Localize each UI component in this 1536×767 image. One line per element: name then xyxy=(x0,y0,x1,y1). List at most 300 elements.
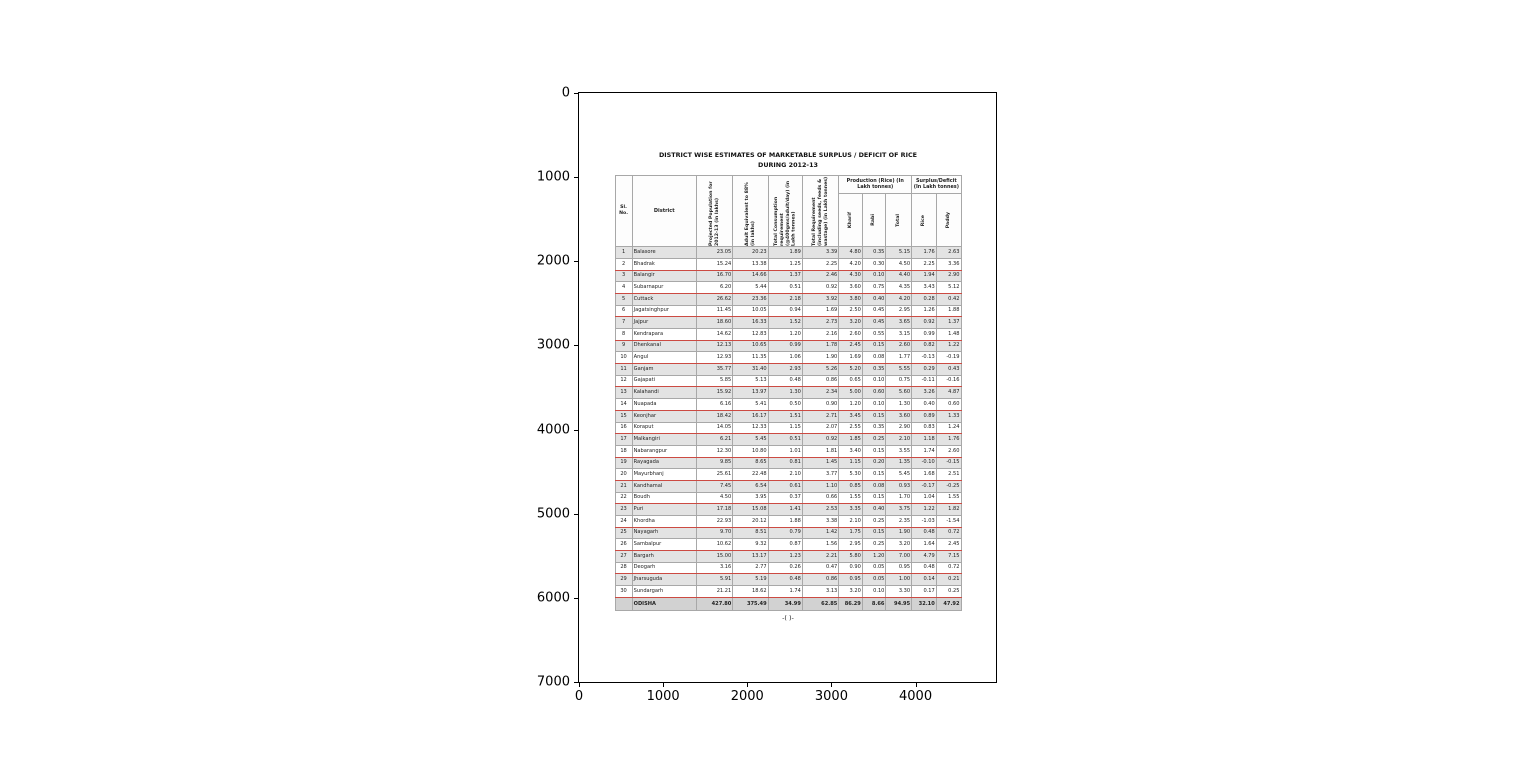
header-surplus-group: Surplus/Deficit (In Lakh tonnes) xyxy=(912,176,961,194)
district-cell: Balasore xyxy=(632,247,696,259)
value-cell: -0.10 xyxy=(912,457,937,469)
district-cell: Angul xyxy=(632,352,696,364)
value-cell: 0.48 xyxy=(912,527,937,539)
value-cell: 5.55 xyxy=(886,364,912,376)
y-tick-label: 1000 xyxy=(536,169,570,185)
value-cell: 0.10 xyxy=(862,270,886,282)
total-value-cell: 86.29 xyxy=(839,597,863,610)
value-cell: 4.20 xyxy=(839,258,863,270)
value-cell: 1.30 xyxy=(768,387,802,399)
value-cell: 5.44 xyxy=(733,282,768,294)
value-cell: 1.55 xyxy=(936,492,961,504)
y-tick-label: 7000 xyxy=(536,674,570,690)
header-sl-no: Sl. No. xyxy=(615,176,632,247)
value-cell: 1.35 xyxy=(886,457,912,469)
district-cell: Sambalpur xyxy=(632,539,696,551)
value-cell: -0.16 xyxy=(936,375,961,387)
value-cell: 0.72 xyxy=(936,562,961,574)
value-cell: 3.15 xyxy=(886,329,912,341)
value-cell: 3.60 xyxy=(839,282,863,294)
header-production-group: Production (Rice) (In Lakh tonnes) xyxy=(839,176,912,194)
value-cell: 0.29 xyxy=(912,364,937,376)
value-cell: 3 xyxy=(615,270,632,282)
total-value-cell: 62.85 xyxy=(802,597,838,610)
total-value-cell: 34.99 xyxy=(768,597,802,610)
value-cell: 31.40 xyxy=(733,364,768,376)
y-tick-mark xyxy=(574,177,579,178)
value-cell: 2.10 xyxy=(839,516,863,528)
value-cell: 1.90 xyxy=(886,527,912,539)
value-cell: 2.60 xyxy=(886,340,912,352)
value-cell: -0.25 xyxy=(936,480,961,492)
value-cell: 0.61 xyxy=(768,480,802,492)
value-cell: 25 xyxy=(615,527,632,539)
value-cell: 5.60 xyxy=(886,387,912,399)
value-cell: -0.19 xyxy=(936,352,961,364)
value-cell: 21.21 xyxy=(696,586,732,598)
value-cell: 3.38 xyxy=(802,516,838,528)
value-cell: 2 xyxy=(615,258,632,270)
value-cell: 0.92 xyxy=(802,282,838,294)
district-cell: Khordha xyxy=(632,516,696,528)
value-cell: 10.65 xyxy=(733,340,768,352)
value-cell: 9.85 xyxy=(696,457,732,469)
district-cell: Rayagada xyxy=(632,457,696,469)
value-cell: 22.48 xyxy=(733,469,768,481)
value-cell: 1.30 xyxy=(886,399,912,411)
value-cell: 5.45 xyxy=(886,469,912,481)
value-cell: 1.22 xyxy=(936,340,961,352)
value-cell: 0.05 xyxy=(862,562,886,574)
value-cell: 0.95 xyxy=(839,574,863,586)
value-cell: 1.26 xyxy=(912,305,937,317)
value-cell: 4.20 xyxy=(886,293,912,305)
value-cell: 1.33 xyxy=(936,410,961,422)
value-cell: 5.45 xyxy=(733,434,768,446)
value-cell: 12 xyxy=(615,375,632,387)
district-cell: Jajpur xyxy=(632,317,696,329)
table-row xyxy=(615,574,961,586)
table-row xyxy=(615,539,961,551)
table-header xyxy=(615,176,961,247)
value-cell: 0.40 xyxy=(912,399,937,411)
table-row xyxy=(615,480,961,492)
value-cell: 3.39 xyxy=(802,247,838,259)
value-cell: 2.10 xyxy=(886,434,912,446)
value-cell: 0.08 xyxy=(862,480,886,492)
y-tick-label: 0 xyxy=(561,85,570,101)
scanned-document xyxy=(611,151,965,622)
value-cell: 0.15 xyxy=(862,527,886,539)
value-cell: 1.45 xyxy=(802,457,838,469)
value-cell: 8.51 xyxy=(733,527,768,539)
value-cell: 0.99 xyxy=(768,340,802,352)
value-cell: 35.77 xyxy=(696,364,732,376)
value-cell: 16 xyxy=(615,422,632,434)
value-cell: 0.82 xyxy=(912,340,937,352)
x-tick-label: 0 xyxy=(574,689,584,704)
value-cell: 1.15 xyxy=(768,422,802,434)
district-cell: Nayagarh xyxy=(632,527,696,539)
value-cell: 27 xyxy=(615,551,632,563)
value-cell: 3.26 xyxy=(912,387,937,399)
value-cell: 0.90 xyxy=(839,562,863,574)
value-cell: 1.69 xyxy=(802,305,838,317)
value-cell: 2.18 xyxy=(768,293,802,305)
value-cell: 0.60 xyxy=(936,399,961,411)
value-cell: 3.60 xyxy=(886,410,912,422)
value-cell: 1.90 xyxy=(802,352,838,364)
x-tick-mark xyxy=(579,682,580,687)
value-cell: 1.41 xyxy=(768,504,802,516)
value-cell: 29 xyxy=(615,574,632,586)
value-cell: 1.20 xyxy=(839,399,863,411)
district-cell: Ganjam xyxy=(632,364,696,376)
district-cell: Bargarh xyxy=(632,551,696,563)
value-cell: 18.62 xyxy=(733,586,768,598)
value-cell: 2.60 xyxy=(839,329,863,341)
value-cell: 13 xyxy=(615,387,632,399)
value-cell: 0.99 xyxy=(912,329,937,341)
value-cell: 1.06 xyxy=(768,352,802,364)
value-cell: 4.50 xyxy=(696,492,732,504)
value-cell: 6.54 xyxy=(733,480,768,492)
y-tick-label: 6000 xyxy=(536,590,570,606)
value-cell: 8.65 xyxy=(733,457,768,469)
value-cell: 0.48 xyxy=(912,562,937,574)
value-cell: 2.73 xyxy=(802,317,838,329)
value-cell: 10.80 xyxy=(733,445,768,457)
value-cell: 1.51 xyxy=(768,410,802,422)
table-body xyxy=(615,247,961,598)
value-cell: 3.43 xyxy=(912,282,937,294)
value-cell: 0.25 xyxy=(862,434,886,446)
value-cell: 15.92 xyxy=(696,387,732,399)
plot-area xyxy=(536,85,997,704)
district-cell: Deogarh xyxy=(632,562,696,574)
value-cell: 1.75 xyxy=(839,527,863,539)
value-cell: 0.15 xyxy=(862,469,886,481)
value-cell: 1.20 xyxy=(862,551,886,563)
district-cell: Gajapati xyxy=(632,375,696,387)
value-cell: 0.95 xyxy=(886,562,912,574)
value-cell: 2.53 xyxy=(802,504,838,516)
value-cell: 1.77 xyxy=(886,352,912,364)
table-row xyxy=(615,422,961,434)
y-tick-mark xyxy=(574,93,579,94)
table-row xyxy=(615,258,961,270)
value-cell: 1.48 xyxy=(936,329,961,341)
value-cell: 0.65 xyxy=(839,375,863,387)
district-cell: Subarnapur xyxy=(632,282,696,294)
value-cell: 2.63 xyxy=(936,247,961,259)
value-cell: 2.45 xyxy=(839,340,863,352)
district-cell: Puri xyxy=(632,504,696,516)
value-cell: 0.35 xyxy=(862,422,886,434)
value-cell: 1.68 xyxy=(912,469,937,481)
value-cell: 5.19 xyxy=(733,574,768,586)
y-tick-label: 5000 xyxy=(536,506,570,522)
value-cell: 1.25 xyxy=(768,258,802,270)
value-cell: 5.80 xyxy=(839,551,863,563)
value-cell: 0.15 xyxy=(862,410,886,422)
header-adult-equivalent: Adult Equivalent to 88% (in lakhs) xyxy=(733,176,768,247)
value-cell: 1.81 xyxy=(802,445,838,457)
value-cell: 17.18 xyxy=(696,504,732,516)
total-value-cell: 32.10 xyxy=(912,597,937,610)
value-cell: 13.97 xyxy=(733,387,768,399)
value-cell: 1.89 xyxy=(768,247,802,259)
table-row xyxy=(615,247,961,259)
value-cell: 6.16 xyxy=(696,399,732,411)
value-cell: 4.40 xyxy=(886,270,912,282)
table-row xyxy=(615,375,961,387)
value-cell: 16.33 xyxy=(733,317,768,329)
value-cell: 14 xyxy=(615,399,632,411)
total-row xyxy=(615,597,961,610)
table-row xyxy=(615,492,961,504)
value-cell: 0.66 xyxy=(802,492,838,504)
value-cell: 7 xyxy=(615,317,632,329)
value-cell: 3.65 xyxy=(886,317,912,329)
value-cell: 0.10 xyxy=(862,375,886,387)
value-cell: 2.55 xyxy=(839,422,863,434)
x-tick-mark xyxy=(916,682,917,687)
value-cell: 4.50 xyxy=(886,258,912,270)
value-cell: 0.48 xyxy=(768,574,802,586)
district-cell: Cuttack xyxy=(632,293,696,305)
value-cell: -0.15 xyxy=(936,457,961,469)
header-population: Projected Population for 2012-13 (in lakhs) xyxy=(696,176,732,247)
value-cell: 3.36 xyxy=(936,258,961,270)
value-cell: 5.85 xyxy=(696,375,732,387)
x-tick-label: 3000 xyxy=(814,689,848,704)
value-cell: 1.18 xyxy=(912,434,937,446)
value-cell: 0.75 xyxy=(886,375,912,387)
table-row xyxy=(615,551,961,563)
value-cell: 0.42 xyxy=(936,293,961,305)
district-cell: Kendrapara xyxy=(632,329,696,341)
value-cell: 0.48 xyxy=(768,375,802,387)
value-cell: 15.24 xyxy=(696,258,732,270)
value-cell: 5.13 xyxy=(733,375,768,387)
value-cell: 7.15 xyxy=(936,551,961,563)
value-cell: 20.12 xyxy=(733,516,768,528)
district-cell: Jagatsinghpur xyxy=(632,305,696,317)
district-cell: Dhenkanal xyxy=(632,340,696,352)
table-row xyxy=(615,527,961,539)
value-cell: 2.95 xyxy=(839,539,863,551)
value-cell: 1.01 xyxy=(768,445,802,457)
value-cell: 1.24 xyxy=(936,422,961,434)
value-cell: 1.04 xyxy=(912,492,937,504)
table-row xyxy=(615,516,961,528)
value-cell: -0.11 xyxy=(912,375,937,387)
value-cell: 1.64 xyxy=(912,539,937,551)
value-cell: 3.55 xyxy=(886,445,912,457)
x-tick-label: 4000 xyxy=(899,689,933,704)
x-tick-mark xyxy=(663,682,664,687)
value-cell: 0.92 xyxy=(912,317,937,329)
value-cell: 7.45 xyxy=(696,480,732,492)
value-cell: 26 xyxy=(615,539,632,551)
value-cell: 18.42 xyxy=(696,410,732,422)
value-cell: 9.32 xyxy=(733,539,768,551)
value-cell: 9 xyxy=(615,340,632,352)
value-cell: 15.00 xyxy=(696,551,732,563)
district-cell: Nuapada xyxy=(632,399,696,411)
header-total: Total xyxy=(886,193,912,246)
value-cell: 6.21 xyxy=(696,434,732,446)
value-cell: 28 xyxy=(615,562,632,574)
value-cell: 3.20 xyxy=(839,317,863,329)
value-cell: 18.60 xyxy=(696,317,732,329)
value-cell: 3.92 xyxy=(802,293,838,305)
y-tick-mark xyxy=(574,514,579,515)
value-cell: 14.05 xyxy=(696,422,732,434)
district-cell: Balangir xyxy=(632,270,696,282)
value-cell: 2.60 xyxy=(936,445,961,457)
value-cell: 0.30 xyxy=(862,258,886,270)
value-cell: 0.47 xyxy=(802,562,838,574)
value-cell: 5.91 xyxy=(696,574,732,586)
value-cell: 16.70 xyxy=(696,270,732,282)
value-cell: 0.43 xyxy=(936,364,961,376)
value-cell: 26.62 xyxy=(696,293,732,305)
value-cell: 12.93 xyxy=(696,352,732,364)
value-cell: 5 xyxy=(615,293,632,305)
value-cell: 5.12 xyxy=(936,282,961,294)
value-cell: -0.13 xyxy=(912,352,937,364)
value-cell: 1.74 xyxy=(912,445,937,457)
value-cell: 21 xyxy=(615,480,632,492)
value-cell: 3.45 xyxy=(839,410,863,422)
total-value-cell: 8.66 xyxy=(862,597,886,610)
page-number-mark: -( )- xyxy=(782,613,794,622)
value-cell: 1.37 xyxy=(768,270,802,282)
total-value-cell: 94.95 xyxy=(886,597,912,610)
value-cell: 0.79 xyxy=(768,527,802,539)
value-cell: 0.87 xyxy=(768,539,802,551)
value-cell: 1.22 xyxy=(912,504,937,516)
value-cell: 0.28 xyxy=(912,293,937,305)
value-cell: 11 xyxy=(615,364,632,376)
value-cell: 1.20 xyxy=(768,329,802,341)
value-cell: 0.92 xyxy=(802,434,838,446)
table-row xyxy=(615,270,961,282)
value-cell: 8 xyxy=(615,329,632,341)
value-cell: 1.52 xyxy=(768,317,802,329)
value-cell: 2.07 xyxy=(802,422,838,434)
value-cell: 0.75 xyxy=(862,282,886,294)
district-cell: Bhadrak xyxy=(632,258,696,270)
value-cell: 12.83 xyxy=(733,329,768,341)
value-cell: 1.69 xyxy=(839,352,863,364)
value-cell: 0.10 xyxy=(862,399,886,411)
value-cell: 0.26 xyxy=(768,562,802,574)
value-cell: 1.15 xyxy=(839,457,863,469)
header-district: District xyxy=(632,176,696,247)
x-tick-mark xyxy=(831,682,832,687)
value-cell: 0.15 xyxy=(862,445,886,457)
y-tick-mark xyxy=(574,261,579,262)
value-cell: 12.30 xyxy=(696,445,732,457)
table-row xyxy=(615,387,961,399)
value-cell: 23.05 xyxy=(696,247,732,259)
value-cell: 0.45 xyxy=(862,305,886,317)
value-cell: 3.95 xyxy=(733,492,768,504)
value-cell: 4.80 xyxy=(839,247,863,259)
value-cell: 2.71 xyxy=(802,410,838,422)
value-cell: 0.81 xyxy=(768,457,802,469)
table-row xyxy=(615,305,961,317)
total-label-cell: ODISHA xyxy=(632,597,696,610)
value-cell: 3.75 xyxy=(886,504,912,516)
value-cell: 0.25 xyxy=(862,516,886,528)
table-row xyxy=(615,399,961,411)
value-cell: 0.40 xyxy=(862,504,886,516)
value-cell: 16.17 xyxy=(733,410,768,422)
value-cell: 1.88 xyxy=(936,305,961,317)
district-cell: Sundargarh xyxy=(632,586,696,598)
table-footer xyxy=(615,597,961,610)
value-cell: 15 xyxy=(615,410,632,422)
value-cell: 24 xyxy=(615,516,632,528)
value-cell: 5.00 xyxy=(839,387,863,399)
value-cell: 3.30 xyxy=(886,586,912,598)
surplus-deficit-table xyxy=(615,175,962,611)
value-cell: 1.74 xyxy=(768,586,802,598)
value-cell: 3.40 xyxy=(839,445,863,457)
value-cell: 9.70 xyxy=(696,527,732,539)
value-cell: 2.77 xyxy=(733,562,768,574)
table-row xyxy=(615,504,961,516)
value-cell: 0.37 xyxy=(768,492,802,504)
value-cell: 4 xyxy=(615,282,632,294)
value-cell: 3.16 xyxy=(696,562,732,574)
district-cell: Koraput xyxy=(632,422,696,434)
value-cell: 0.15 xyxy=(862,492,886,504)
value-cell: 1.88 xyxy=(768,516,802,528)
table-row xyxy=(615,329,961,341)
value-cell: 0.35 xyxy=(862,247,886,259)
value-cell: 14.62 xyxy=(696,329,732,341)
value-cell: 19 xyxy=(615,457,632,469)
table-row xyxy=(615,364,961,376)
y-tick-label: 2000 xyxy=(536,253,570,269)
value-cell: -0.17 xyxy=(912,480,937,492)
value-cell: 4.35 xyxy=(886,282,912,294)
district-cell: Malkangiri xyxy=(632,434,696,446)
table-row xyxy=(615,317,961,329)
value-cell: 3.20 xyxy=(886,539,912,551)
value-cell: 4.30 xyxy=(839,270,863,282)
value-cell: 2.35 xyxy=(886,516,912,528)
value-cell: 0.50 xyxy=(768,399,802,411)
value-cell: -1.03 xyxy=(912,516,937,528)
value-cell: 0.86 xyxy=(802,375,838,387)
value-cell: 1.76 xyxy=(936,434,961,446)
document-title xyxy=(611,151,965,170)
value-cell: 6 xyxy=(615,305,632,317)
value-cell: 14.66 xyxy=(733,270,768,282)
value-cell: 23.36 xyxy=(733,293,768,305)
district-cell: Keonjhar xyxy=(632,410,696,422)
value-cell: 0.08 xyxy=(862,352,886,364)
value-cell: 20 xyxy=(615,469,632,481)
value-cell: 30 xyxy=(615,586,632,598)
value-cell: 0.51 xyxy=(768,434,802,446)
